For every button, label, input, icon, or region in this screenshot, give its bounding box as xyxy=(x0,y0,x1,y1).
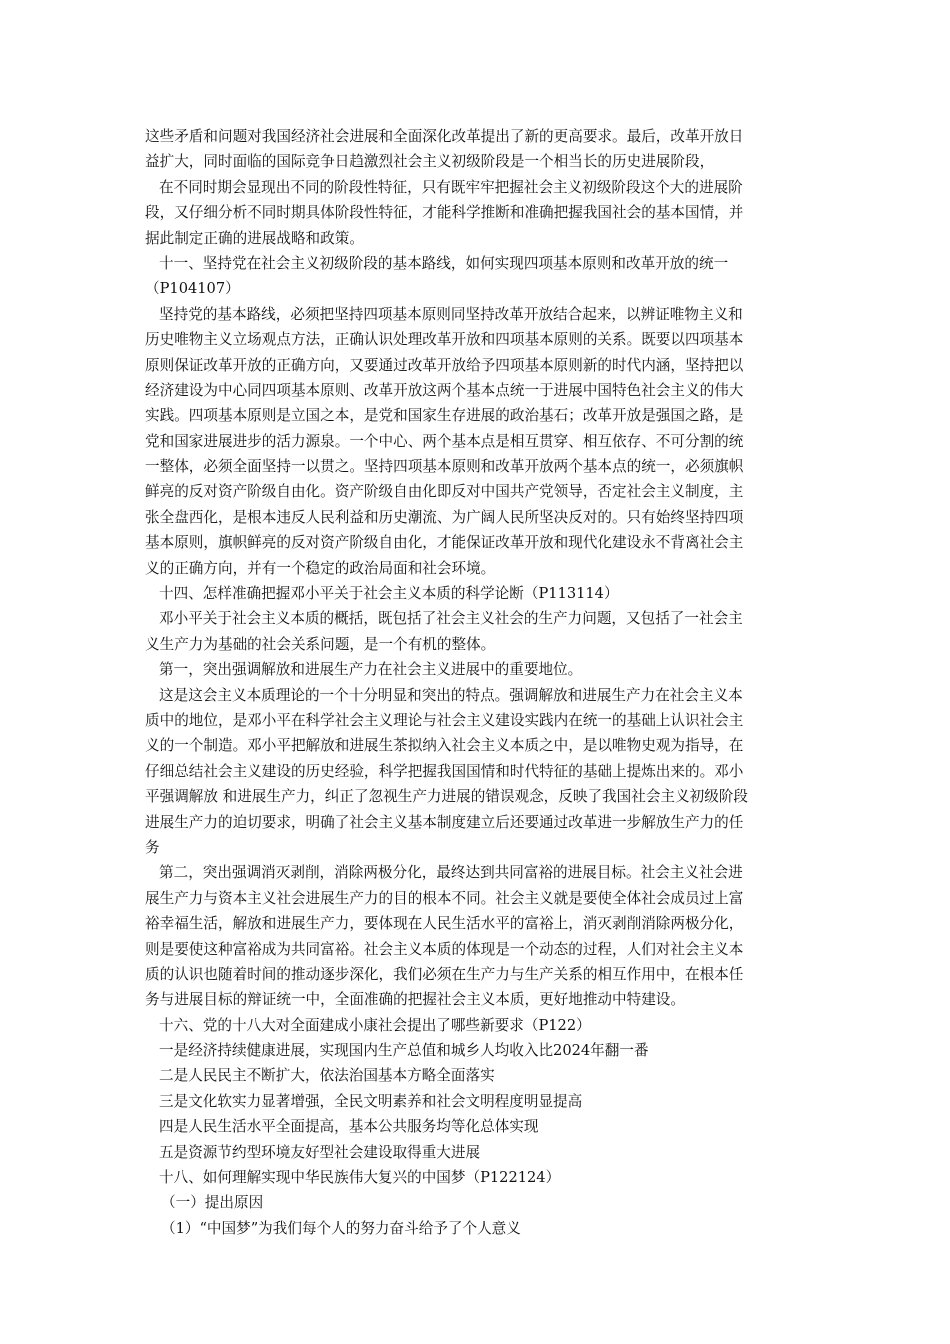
text-line: 十一、坚持党在社会主义初级阶段的基本路线，如何实现四项基本原则和改革开放的统一 xyxy=(159,254,729,272)
text-line: 则是要使这种富裕成为共同富裕。社会主义本质的体现是一个动态的过程，人们对社会主义本 xyxy=(145,940,744,958)
text-line: 这些矛盾和问题对我国经济社会进展和全面深化改革提出了新的更高要求。最后，改革开放日 xyxy=(145,128,744,145)
text-line: 裕幸福生活，解放和进展生产力，要体现在人民生活水平的富裕上，消灭剥削消除两极分化， xyxy=(145,915,744,933)
text-line: 三是文化软实力显著增强，全民文明素养和社会文明程度明显提高 xyxy=(159,1092,583,1110)
text-line: 进展生产力的迫切要求，明确了社会主义基本制度建立后还要通过改革进一步解放生产力的任 xyxy=(145,813,744,831)
text-line: 义的正确方向，并有一个稳定的政治局面和社会环境。 xyxy=(145,559,496,577)
text-line: 质中的地位，是邓小平在科学社会主义理论与社会主义建设实践内在统一的基础上认识社会主 xyxy=(145,711,744,729)
text-line: 在不同时期会显现出不同的阶段性特征，只有既牢牢把握社会主义初级阶段这个大的进展阶 xyxy=(159,178,743,196)
text-line: 十四、怎样准确把握邓小平关于社会主义本质的科学论断（P113114） xyxy=(159,585,619,603)
text-line: 邓小平关于社会主义本质的概括，既包括了社会主义社会的生产力问题，又包括了一社会主 xyxy=(159,610,743,628)
text-line: （P104107） xyxy=(145,280,240,298)
text-line: 十六、党的十八大对全面建成小康社会提出了哪些新要求（P122） xyxy=(159,1016,591,1034)
text-line: 鲜亮的反对资产阶级自由化。资产阶级自由化即反对中国共产党领导，否定社会主义制度，主 xyxy=(145,483,744,501)
text-line: 益扩大，同时面临的国际竞争日趋激烈社会主义初级阶段是一个相当长的历史进展阶段， xyxy=(145,153,715,171)
text-line: 质的认识也随着时间的推动逐步深化，我们必须在生产力与生产关系的相互作用中，在根本任 xyxy=(145,965,744,983)
document-body xyxy=(145,124,807,1241)
text-line: 这是这会主义本质理论的一个十分明显和突出的特点。强调解放和进展生产力在社会主义本 xyxy=(159,686,743,704)
text-line: 义生产力为基础的社会关系问题，是一个有机的整体。 xyxy=(145,635,496,653)
text-line: 坚持党的基本路线，必须把坚持四项基本原则同坚持改革开放结合起来，以辨证唯物主义和 xyxy=(159,305,743,323)
text-line: 二是人民民主不断扩大，依法治国基本方略全面落实 xyxy=(159,1067,495,1085)
text-line: 务与进展目标的辩证统一中，全面准确的把握社会主义本质，更好地推动中特建设。 xyxy=(145,991,685,1009)
text-line: 经济建设为中心同四项基本原则、改革开放这两个基本点统一于进展中国特色社会主义的伟大 xyxy=(145,381,744,399)
text-line: 四是人民生活水平全面提高，基本公共服务均等化总体实现 xyxy=(159,1118,539,1136)
text-line: 十八、如何理解实现中华民族伟大复兴的中国梦（P122124） xyxy=(159,1169,561,1187)
text-line: 张全盘西化，是根本违反人民利益和历史潮流、为广阔人民所坚决反对的。只有始终坚持四项 xyxy=(145,508,744,526)
text-line: 仔细总结社会主义建设的历史经验，科学把握我国国情和时代特征的基础上提炼出来的。邓小 xyxy=(145,762,744,780)
text-line: 第一，突出强调解放和进展生产力在社会主义进展中的重要地位。 xyxy=(159,661,583,679)
text-line: 一整体，必须全面坚持一以贯之。坚持四项基本原则和改革开放两个基本点的统一，必须旗帜 xyxy=(145,458,744,476)
text-line: 段，又仔细分析不同时期具体阶段性特征，才能科学推断和准确把握我国社会的基本国情，并 xyxy=(145,204,744,222)
text-line: 党和国家进展进步的活力源泉。一个中心、两个基本点是相互贯穿、相互依存、不可分割的统 xyxy=(145,432,744,450)
text-line: 义的一个制造。邓小平把解放和进展生茶拟纳入社会主义本质之中，是以唯物史观为指导，在 xyxy=(145,737,744,755)
text-line: 展生产力与资本主义社会进展生产力的目的根本不同。社会主义就是要使全体社会成员过上富 xyxy=(145,889,744,907)
text-line: 五是资源节约型环境友好型社会建设取得重大进展 xyxy=(159,1143,481,1161)
text-line: 据此制定正确的进展战略和政策。 xyxy=(145,229,364,247)
text-line: 第二，突出强调消灭剥削，消除两极分化，最终达到共同富裕的进展目标。社会主义社会进 xyxy=(159,864,743,882)
text-line: 历史唯物主义立场观点方法，正确认识处理改革开放和四项基本原则的关系。既要以四项基本 xyxy=(145,331,744,349)
text-line: 实践。四项基本原则是立国之本，是党和国家生存进展的政治基石；改革开放是强国之路，是 xyxy=(145,407,744,425)
text-line: 基本原则，旗帜鲜亮的反对资产阶级自由化，才能保证改革开放和现代化建设永不背离社会主 xyxy=(145,534,744,552)
text-line: 一是经济持续健康进展，实现国内生产总值和城乡人均收入比2024年翻一番 xyxy=(159,1042,649,1060)
text-line: 平强调解放 和进展生产力，纠正了忽视生产力进展的错误观念，反映了我国社会主义初级阶段 xyxy=(145,788,748,806)
text-line: （1）“中国梦”为我们每个人的努力奋斗给予了个人意义 xyxy=(161,1219,521,1237)
text-line: 原则保证改革开放的正确方向，又要通过改革开放给予四项基本原则新的时代内涵，坚持把以 xyxy=(145,356,744,374)
text-line: 务 xyxy=(145,838,160,856)
text-line: （一）提出原因 xyxy=(161,1194,264,1212)
